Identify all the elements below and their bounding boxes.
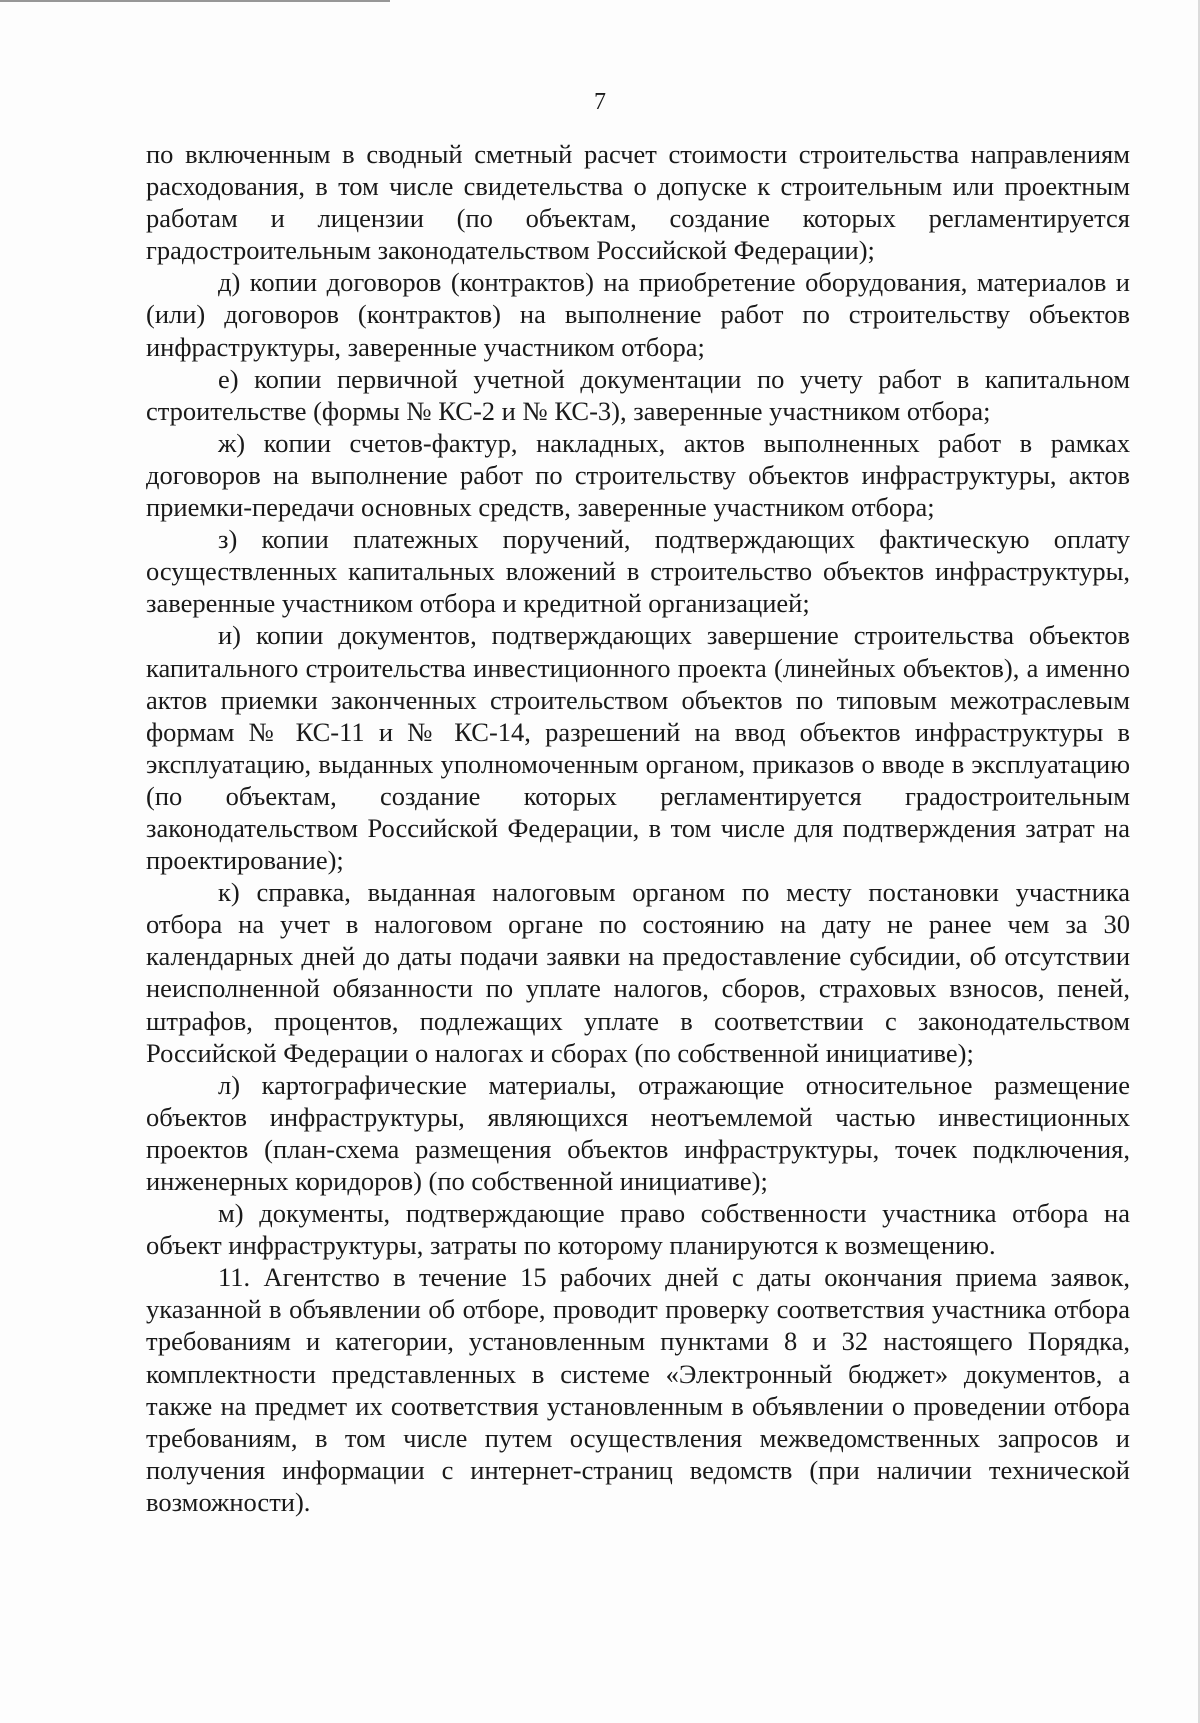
paragraph-item-zh: ж) копии счетов-фактур, накладных, актов выполненных работ в рамках договоров на выполнение работ по строительству объектов инфраструктуры, актов приемки-передачи основных средств, заверенные участником отбора;: [146, 427, 1130, 523]
paragraph-item-k: к) справка, выданная налоговым органом по месту постановки участника отбора на учет в налоговом органе по состоянию на дату не ранее чем за 30 календарных дней до даты подачи заявки на предоставление субсидии, об отсутствии неисполненной обязанности по уплате налогов, сборов, страховых взносов, пеней, штрафов, процентов, подлежащих уплате в соответствии с законодательством Российской Федерации о налогах и сборах (по собственной инициативе);: [146, 877, 1130, 1068]
paragraph-item-e: е) копии первичной учетной документации по учету работ в капитальном строительстве (формы № КС-2 и № КС-3), заверенные участником отбора;: [146, 363, 1130, 426]
paragraph-section-11: 11. Агентство в течение 15 рабочих дней с даты окончания приема заявок, указанной в объявлении об отборе, проводит проверку соответствия участника отбора требованиям и категории, установленным пунктами 8 и 32 настоящего Порядка, комплектности представленных в системе «Электронный бюджет» документов, а также на предмет их соответствия установленным в объявлении о проведении отбора требованиям, в том числе путем осуществления межведомственных запросов и получения информации с интернет-страниц ведомств (при наличии технической возможности).: [146, 1262, 1130, 1517]
paragraph-continuation: по включенным в сводный сметный расчет стоимости строительства направлениям расходования, в том числе свидетельства о допуске к строительным или проектным работам и лицензии (по объектам, создание которых регламентируется градостроительным законодательством Российской Федерации);: [146, 139, 1130, 266]
page-number: 7: [594, 89, 606, 115]
paragraph-item-m: м) документы, подтверждающие право собственности участника отбора на объект инфраструктуры, затраты по которому планируются к возмещению.: [146, 1198, 1130, 1261]
paragraph-item-l: л) картографические материалы, отражающие относительное размещение объектов инфраструктуры, являющихся неотъемлемой частью инвестиционных проектов (план-схема размещения объектов инфраструктуры, точек подключения, инженерных коридоров) (по собственной инициативе);: [146, 1069, 1130, 1196]
paragraph-item-i: и) копии документов, подтверждающих завершение строительства объектов капитального строительства инвестиционного проекта (линейных объектов), а именно актов приемки законченных строительством объектов по типовым межотраслевым формам № КС-11 и № КС-14, разрешений на ввод объектов инфраструктуры в эксплуатацию, выданных уполномоченным органом, приказов о вводе в эксплуатацию (по объектам, создание которых регламентируется градостроительным законодательством Российской Федерации, в том числе для подтверждения затрат на проектирование);: [146, 620, 1130, 876]
paragraph-item-z: з) копии платежных поручений, подтверждающих фактическую оплату осуществленных капитальных вложений в строительство объектов инфраструктуры, заверенные участником отбора и кредитной организацией;: [146, 524, 1130, 619]
scan-edge-top: [0, 0, 390, 2]
document-body: [146, 138, 1130, 1518]
paragraph-item-d: д) копии договоров (контрактов) на приобретение оборудования, материалов и (или) договоров (контрактов) на выполнение работ по строительству объектов инфраструктуры, заверенные участником отбора;: [146, 267, 1130, 362]
